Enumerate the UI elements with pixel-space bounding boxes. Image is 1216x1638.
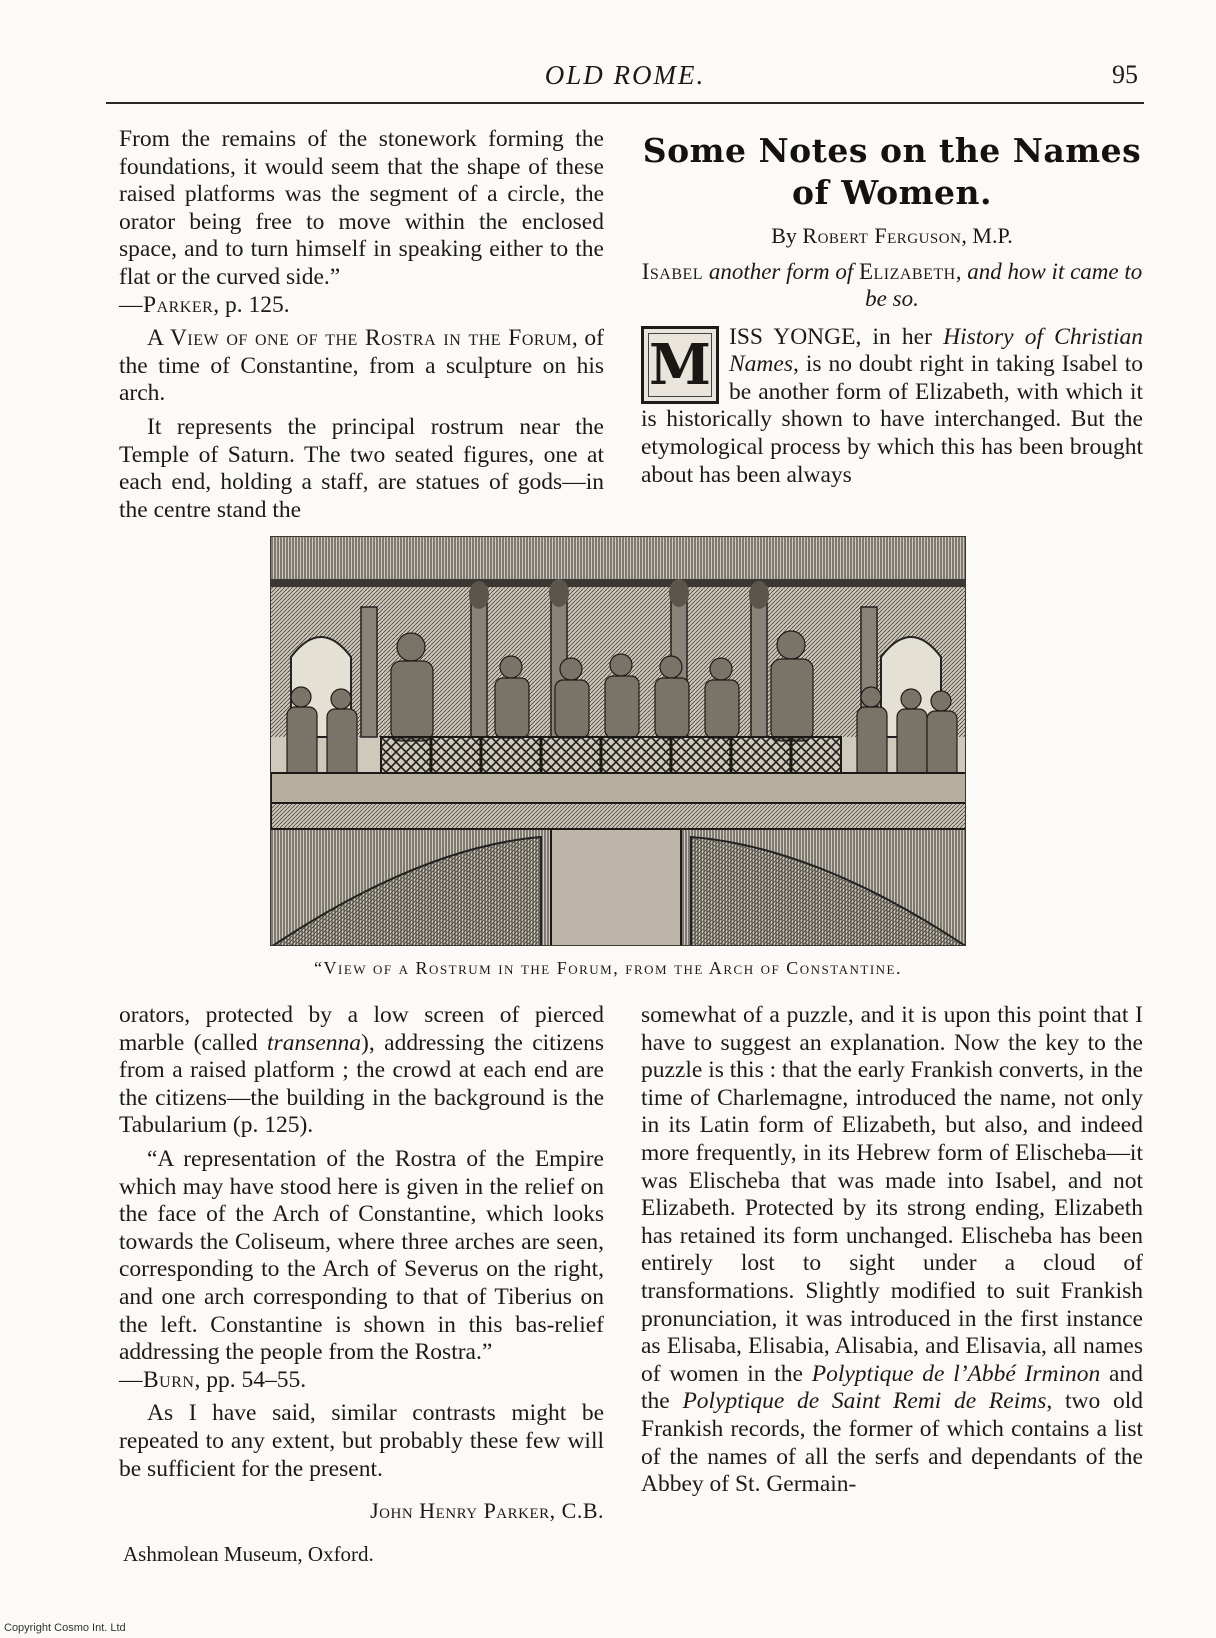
drop-cap-letter: M [649,331,711,398]
running-title: OLD ROME. [544,60,706,90]
right-column-bottom [641,1002,1143,1499]
byline-prefix: By [771,223,803,248]
drop-cap [641,326,719,404]
address: Ashmolean Museum, Oxford. [123,1541,374,1566]
paragraph-text: ), addressing the citizens from a raised platform ; the crowd at each end are the citizens—the building in the background is the Tabularium (p. 125). [119,1029,604,1139]
citation-name: —Burn [119,1366,195,1393]
header-rule [106,102,1144,104]
citation-name: —Parker [119,291,214,318]
quote-text: “A representation of the Rostra of the Empire which may have stood here is given in the relief on the face of the Arch of Constantine, which looks towards the Coliseum, where three arches are seen, corresponding to the Arch of Severus on the right, and one arch corresponding to that of Tiberius on the left. Constantine is shown in this bas-relief addressing the people from the Rostra.” [119,1145,604,1366]
rostrum-engraving [271,537,966,946]
engraving-figure [270,536,966,946]
quote-text: From the remains of the stonework forming the foundations, it would seem that the shape of these raised platforms was the segment of a circle, the orator being free to move within the enclosed space, and to turn himself in speaking either to the flat or the curved side.” [119,126,604,290]
byline [641,222,1143,250]
paragraph-text: , in her [855,323,944,350]
figure-reference-caps: A View of one of the Rostra in the Forum [147,325,572,352]
subtitle-name-isabel: Isabel [641,258,704,284]
signature: John Henry Parker, C.B. [370,1498,604,1524]
intro-caps: ISS YONGE [729,323,856,350]
paragraph-text: As I have said, similar contrasts might be repeated to any extent, but probably these few will be sufficient for the present. [119,1400,604,1482]
paragraph-text: and the [641,1360,1143,1415]
paragraph [119,126,604,319]
paragraph [119,1400,604,1483]
paragraph-text: orators, protected by a low screen of pierced marble (called [119,1002,604,1056]
paragraph-text: , is no doubt right in taking Isabel to be another form of Elizabeth, with which it is historically shown to have interchanged. But the etymological process by which this has been brought about has been always [641,351,1143,488]
italic-term: transenna [267,1029,362,1056]
citation-page: , p. 125. [213,291,290,318]
left-column-bottom [119,1002,604,1568]
paragraph-text: , two old Frankish records, the former of which contains a list of the names of all the serfs and dependants of the Abbey of St. Germain- [641,1388,1143,1498]
page-number: 95 [1112,60,1138,89]
subtitle-text-end: , and how it came to be so. [865,258,1143,311]
paragraph [119,325,604,408]
figure-caption: “View of a Rostrum in the Forum, from the Arch of Constantine. [314,958,902,978]
subtitle-name-elizabeth: Elizabeth [858,258,956,284]
paragraph [641,1002,1143,1499]
running-header [106,58,1144,106]
left-column-top [119,126,604,524]
book-title: History of Christian Names [729,323,1143,378]
paragraph [119,1002,604,1140]
article-title: Some Notes on the Names of Women. [642,131,1142,212]
subtitle-text: another form of [703,258,859,284]
byline-suffix: , M.P. [961,223,1013,248]
italic-title: Polyptique de l’Abbé Irminon [811,1360,1101,1387]
author-name: Robert Ferguson [802,223,962,248]
paragraph-text: , of the time of Constantine, from a sculpture on his arch. [119,325,604,407]
paragraph [119,1146,604,1394]
copyright-notice: Copyright Cosmo Int. Ltd [4,1622,126,1634]
citation-page: , pp. 54–55. [194,1366,307,1393]
paragraph-text: It represents the principal rostrum near the Temple of Saturn. The two seated figures, one at each end, holding a staff, are statues of gods—in the centre stand the [119,413,604,523]
paragraph [641,324,1143,490]
italic-title: Polyptique de Saint Remi de Reims [682,1388,1047,1415]
right-column-top [641,126,1143,489]
article-subtitle [641,258,1143,312]
paragraph [119,414,604,524]
paragraph-text: somewhat of a puzzle, and it is upon this point that I have to suggest an explanation. Now the key to the puzzle is this : that the early Frankish converts, in the time of Charlemagne, introduced the name, not only in its Latin form of Elizabeth, but also, and indeed more frequently, in its Hebrew form of Elischeba—it was Elischeba that was made into Isabel, and not Elizabeth. Protected by its strong ending, Elizabeth has retained its form unchanged. Elischeba has been entirely lost to sight under a cloud of transformations. Slightly modified to suit Frankish pronunciation, it was introduced in the first instance as Elisaba, Elisabia, Alisabia, and Elisavia, all names of women in the [641,1002,1143,1387]
